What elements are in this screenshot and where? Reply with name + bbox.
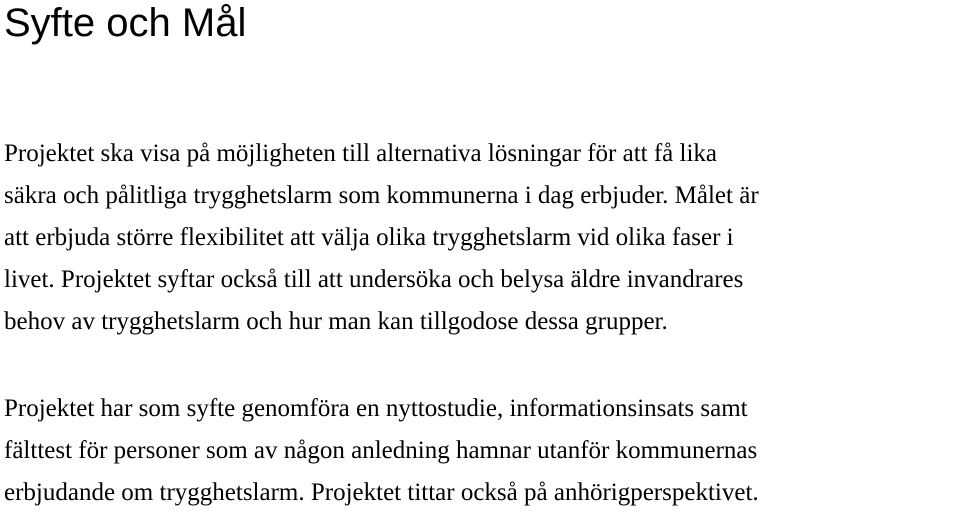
paragraph-line: erbjudande om trygghetslarm. Projektet tittar också på anhörigperspektivet. bbox=[4, 479, 759, 506]
paragraph-line: Projektet ska visa på möjligheten till alternativa lösningar för att få lika bbox=[4, 140, 717, 167]
paragraph-line: Projektet har som syfte genomföra en nyttostudie, informationsinsats samt bbox=[4, 395, 748, 422]
page-title: Syfte och Mål bbox=[4, 1, 247, 45]
paragraph-line: säkra och pålitliga trygghetslarm som kommunerna i dag erbjuder. Målet är bbox=[4, 182, 759, 209]
paragraph-line: att erbjuda större flexibilitet att välja olika trygghetslarm vid olika faser i bbox=[4, 224, 734, 251]
paragraph-line: fälttest för personer som av någon anledning hamnar utanför kommunernas bbox=[4, 437, 758, 464]
paragraph-line: behov av trygghetslarm och hur man kan tillgodose dessa grupper. bbox=[4, 308, 668, 335]
paragraph-purpose bbox=[4, 133, 954, 343]
paragraph-goal bbox=[4, 388, 954, 514]
paragraph-line: livet. Projektet syftar också till att undersöka och belysa äldre invandrares bbox=[4, 266, 744, 293]
